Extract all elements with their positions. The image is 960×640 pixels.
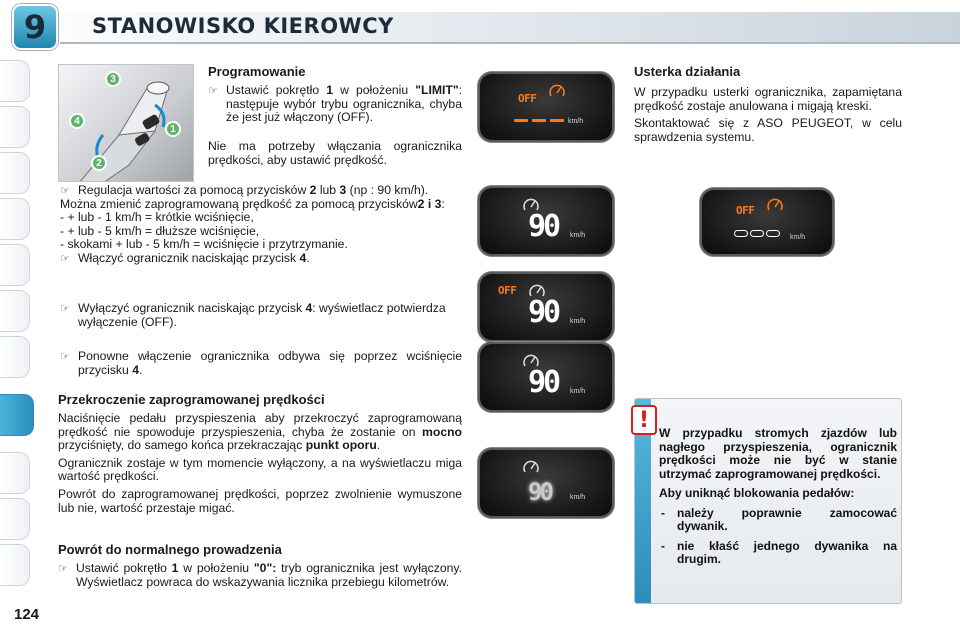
page-title: STANOWISKO KIEROWCY	[92, 14, 394, 38]
exceed-heading: Przekroczenie zaprogramowanej prędkości	[58, 392, 325, 407]
text-bold: 4	[305, 301, 313, 315]
text: .	[306, 250, 310, 265]
display-speed-90-reenabled	[478, 342, 614, 412]
side-tab[interactable]	[0, 336, 30, 378]
side-tab[interactable]	[0, 290, 30, 332]
page-number: 124	[14, 606, 40, 623]
display-off-90	[478, 272, 614, 342]
warning-item-1: - należy poprawnie zamocować dywanik.	[659, 507, 897, 534]
text: : wyświetlacz potwierdza wyłączenie (OFF).	[78, 301, 446, 329]
off-label: OFF	[736, 204, 755, 217]
stalk-label-2: 2	[91, 155, 107, 171]
speed-value: 90	[528, 365, 559, 400]
text: Wyłączyć ogranicznik naciskając przycisk	[78, 301, 306, 315]
display-speed-90	[478, 186, 614, 256]
dash	[550, 119, 564, 122]
unit-label: km/h	[570, 494, 586, 501]
text: : następuje wybór trybu ogranicznika, chyba że jest już włączony (OFF).	[226, 83, 462, 125]
normal-heading: Powrót do normalnego prowadzenia	[58, 542, 282, 557]
normal-step	[58, 562, 462, 589]
side-tab[interactable]	[0, 544, 30, 586]
unit-label: km/h	[570, 232, 586, 239]
text-bold: 2 i 3	[417, 196, 442, 211]
text: w położeniu	[332, 83, 416, 97]
programming-reenable-block	[60, 350, 462, 377]
warning-item-2: - nie kłaść jednego dywanika na drugim.	[659, 540, 897, 567]
text: Regulacja wartości za pomocą przycisków	[78, 183, 310, 197]
text: tryb ogranicznika jest wyłączony. Wyświetlacz powraca do wskazywania licznika przebiegu kilometrów.	[76, 561, 463, 589]
text: :	[441, 196, 445, 211]
rule-2: - + lub - 5 km/h = dłuższe wciśnięcie,	[60, 223, 260, 238]
side-tab[interactable]	[0, 198, 30, 240]
warning-p2: Aby uniknąć blokowania pedałów:	[659, 486, 855, 500]
fault-text	[634, 86, 902, 144]
fault-p1: W przypadku usterki ogranicznika, zapamiętana prędkość zostaje anulowana i migają kreski.	[634, 85, 902, 113]
speed-limiter-stalk-illustration	[58, 64, 194, 182]
chapter-badge: 9	[12, 4, 58, 50]
text: Włączyć ogranicznik naciskając przycisk	[78, 250, 300, 265]
fault-heading: Usterka działania	[634, 64, 741, 79]
exceed-p3: Powrót do zaprogramowanej prędkości, poprzez zwolnienie wymuszone lub nie, wartość przestaje migać.	[58, 486, 462, 515]
text: Ustawić pokrętło	[76, 561, 172, 575]
oval	[734, 230, 748, 237]
off-label: OFF	[498, 284, 517, 297]
text: (np : 90 km/h).	[346, 183, 429, 197]
text-bold: "LIMIT"	[415, 83, 459, 97]
side-tab[interactable]	[0, 152, 30, 194]
side-tab[interactable]	[0, 60, 30, 102]
dash-ovals	[734, 230, 780, 237]
programming-no-need-text: Nie ma potrzeby włączania ogranicznika prędkości, aby ustawić prędkość.	[208, 139, 462, 167]
text: .	[376, 438, 381, 453]
oval	[766, 230, 780, 237]
unit-label: km/h	[570, 388, 586, 395]
display-off-dashes	[478, 72, 614, 142]
programming-adjust-block	[60, 184, 462, 266]
text-bold: 4	[299, 250, 307, 265]
text: przyciśnięty, do samego końca przekraczając	[58, 438, 306, 453]
stalk-label-3: 3	[105, 71, 121, 87]
side-tab[interactable]	[0, 106, 30, 148]
off-label: OFF	[518, 92, 537, 105]
speed-value: 90	[528, 295, 559, 330]
display-speed-blinking	[478, 448, 614, 518]
speedometer-icon	[766, 196, 784, 214]
side-tab[interactable]	[0, 498, 30, 540]
speedometer-icon	[548, 82, 566, 100]
stalk-label-1: 1	[165, 121, 181, 137]
text-bold: 1	[171, 561, 179, 575]
fault-p2: Skontaktować się z ASO PEUGEOT, w celu sprawdzenia systemu.	[634, 116, 902, 144]
unit-label: km/h	[570, 318, 586, 325]
warning-icon: !	[631, 405, 657, 435]
text: Naciśnięcie pedału przyspieszenia aby przekroczyć zaprogramowaną prędkość nie spowoduje przyspieszenia, chyba że zostanie on	[58, 411, 462, 439]
text: Ustawić pokrętło	[226, 83, 327, 97]
rule-3: - skokami + lub - 5 km/h = wciśnięcie i przytrzymanie.	[60, 237, 348, 252]
dash	[514, 119, 528, 122]
side-tab-active[interactable]	[0, 394, 34, 436]
programming-heading: Programowanie	[208, 64, 306, 79]
side-tab[interactable]	[0, 244, 30, 286]
text: Można zmienić zaprogramowaną prędkość za pomocą przycisków	[60, 196, 418, 211]
oval	[750, 230, 764, 237]
chapter-side-tabs	[0, 60, 32, 620]
text-bold: 3	[339, 183, 347, 197]
programming-step-1	[208, 84, 462, 125]
side-tab[interactable]	[0, 452, 30, 494]
text: lub	[316, 183, 340, 197]
text-bold: mocno	[422, 424, 462, 439]
dash	[532, 119, 546, 122]
unit-label: km/h	[790, 234, 806, 241]
stalk-label-4: 4	[69, 113, 85, 129]
text-bold: 1	[326, 83, 333, 97]
display-fault	[700, 188, 834, 256]
programming-disable-block	[60, 302, 462, 329]
text-bold: "0":	[253, 561, 277, 575]
text-bold: 2	[309, 183, 317, 197]
text-bold: 4	[132, 362, 139, 377]
text-bold: punkt oporu	[305, 438, 377, 453]
text: w położeniu	[178, 561, 254, 575]
warning-text	[659, 427, 897, 573]
exceed-text	[58, 412, 462, 515]
text: Ponowne włączenie ogranicznika odbywa się poprzez wciśnięcie przycisku	[78, 349, 462, 377]
unit-label: km/h	[568, 118, 584, 125]
speed-value: 90	[528, 209, 559, 244]
warning-p1: W przypadku stromych zjazdów lub nagłego przyspieszenia, ogranicznik prędkości może nie być w stanie utrzymać zaprogramowanej prędkości.	[659, 426, 897, 481]
speed-value-blinking: 90	[528, 478, 551, 506]
text: .	[138, 362, 143, 377]
exceed-p2: Ogranicznik zostaje w tym momencie wyłączony, a na wyświetlaczu miga wartość prędkości.	[58, 455, 462, 484]
rule-1: - + lub - 1 km/h = krótkie wciśnięcie,	[60, 210, 254, 225]
speedometer-icon	[522, 458, 540, 476]
warning-box	[634, 398, 902, 604]
page-header	[0, 0, 960, 56]
